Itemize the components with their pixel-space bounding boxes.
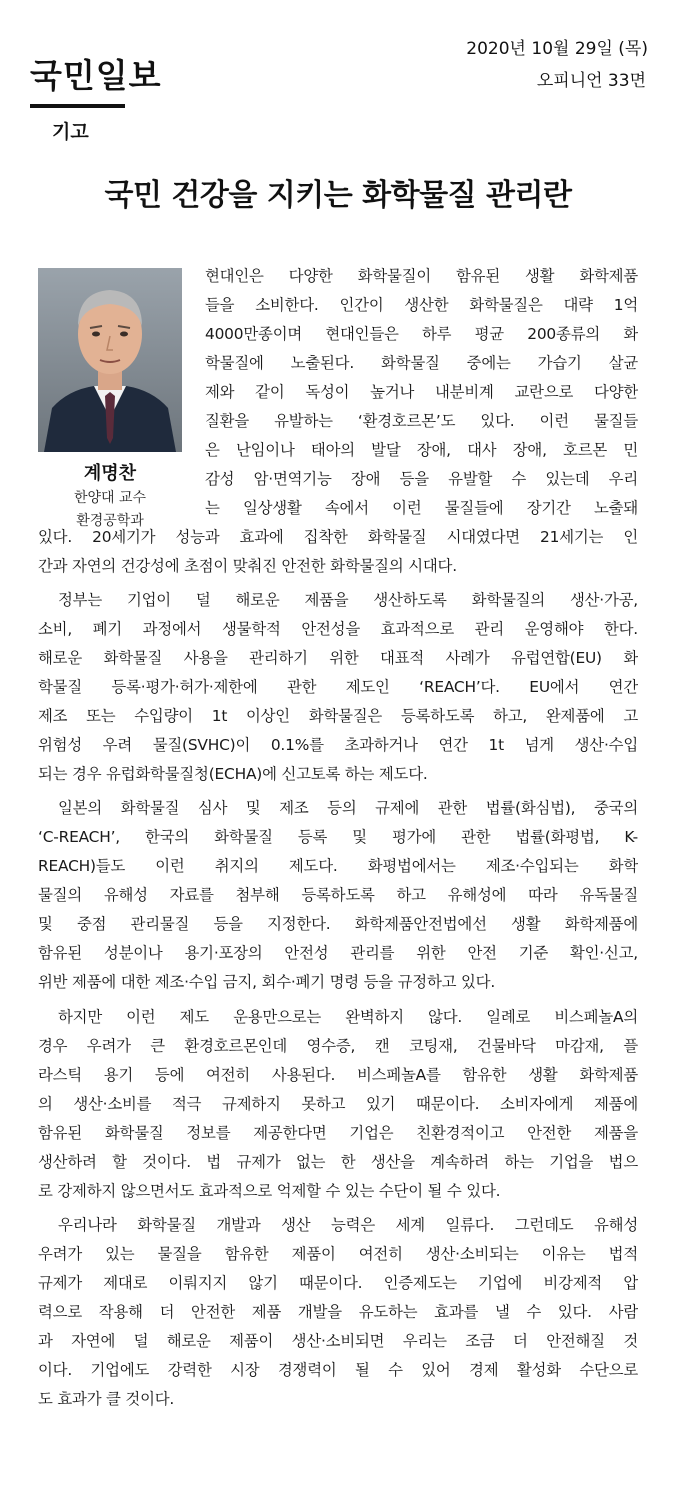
body-line: 함유된 화학물질 정보를 제공한다면 기업은 친환경적이고 안전한 제품을 <box>38 1124 638 1142</box>
body-line: 제조 또는 수입량이 1t 이상인 화학물질은 등록하도록 하고, 완제품에 고 <box>38 707 638 725</box>
page-info: 오피니언 33면 <box>536 71 646 91</box>
body-line: 소비, 폐기 과정에서 생물학적 안전성을 효과적으로 관리 운영해야 한다. <box>38 620 638 638</box>
author-photo <box>38 268 182 452</box>
body-line: 과 자연에 덜 해로운 제품이 생산·소비되면 우리는 조금 더 안전해질 것 <box>38 1332 638 1350</box>
body-line: 일본의 화학물질 심사 및 제조 등의 규제에 관한 법률(화심법), 중국의 <box>58 799 638 817</box>
body-line: REACH)들도 이런 취지의 제도다. 화평법에서는 제조·수입되는 화학 <box>38 857 638 875</box>
body-line: 제와 같이 독성이 높거나 내분비계 교란으로 다양한 <box>205 383 638 401</box>
publication-date: 2020년 10월 29일 (목) <box>466 39 648 59</box>
body-line: 및 중점 관리물질 등을 지정한다. 화학제품안전법에선 생활 화학제품에 <box>38 915 638 933</box>
newspaper-masthead: 국민일보 <box>30 56 162 95</box>
body-line: 들을 소비한다. 인간이 생산한 화학물질은 대략 1억 <box>205 296 638 314</box>
body-line: 우리나라 화학물질 개발과 생산 능력은 세계 일류다. 그런데도 유해성 <box>58 1216 638 1234</box>
author-department: 환경공학과 <box>76 513 144 529</box>
body-line: 생산하려 할 것이다. 법 규제가 없는 한 생산을 계속하려 하는 기업을 법으 <box>38 1153 638 1171</box>
body-line: 정부는 기업이 덜 해로운 제품을 생산하도록 화학물질의 생산·가공, <box>58 591 638 609</box>
author-name: 계명찬 <box>83 463 137 484</box>
author-affiliation: 한양대 교수 <box>73 490 147 506</box>
body-line: 있다. 20세기가 성능과 효과에 집착한 화학물질 시대였다면 21세기는 인 <box>38 528 638 546</box>
body-line: 로 강제하지 않으면서도 효과적으로 억제할 수 있는 수단이 될 수 있다. <box>38 1182 501 1200</box>
body-line: 도 효과가 클 것이다. <box>38 1390 175 1408</box>
body-line: 우려가 있는 물질을 함유한 제품이 여전히 생산·소비되는 이유는 법적 <box>38 1245 638 1263</box>
body-line: 규제가 제대로 이뤄지지 않기 때문이다. 인증제도는 기업에 비강제적 압 <box>38 1274 638 1292</box>
body-line: 은 난임이나 태아의 발달 장애, 대사 장애, 호르몬 민 <box>205 441 638 459</box>
body-line: ‘C-REACH’, 한국의 화학물질 등록 및 평가에 관한 법률(화평법, K- <box>38 828 638 846</box>
body-line: 현대인은 다양한 화학물질이 함유된 생활 화학제품 <box>205 267 638 285</box>
body-line: 학물질 등록·평가·허가·제한에 관한 제도인 ‘REACH’다. EU에서 연간 <box>38 678 638 696</box>
body-line: 학물질에 노출된다. 화학물질 중에는 가습기 살균 <box>205 354 638 372</box>
body-line: 이다. 기업에도 강력한 시장 경쟁력이 될 수 있어 경제 활성화 수단으로 <box>38 1361 638 1379</box>
body-line: 력으로 작용해 더 안전한 제품 개발을 유도하는 효과를 낼 수 있다. 사람 <box>38 1303 638 1321</box>
body-line: 되는 경우 유럽화학물질청(ECHA)에 신고토록 하는 제도다. <box>38 765 428 783</box>
body-line: 하지만 이런 제도 운용만으로는 완벽하지 않다. 일례로 비스페놀A의 <box>58 1008 638 1026</box>
body-line: 라스틱 용기 등에 여전히 사용된다. 비스페놀A를 함유한 생활 화학제품 <box>38 1066 638 1084</box>
author-portrait-illustration <box>38 268 182 452</box>
body-line: 4000만종이며 현대인들은 하루 평균 200종류의 화 <box>205 325 638 343</box>
body-line: 물질의 유해성 자료를 첨부해 등록하도록 하고 유해성에 따라 유독물질 <box>38 886 638 904</box>
body-line: 위반 제품에 대한 제조·수입 금지, 회수·폐기 명령 등을 규정하고 있다. <box>38 973 496 991</box>
body-line: 의 생산·소비를 적극 규제하지 못하고 있기 때문이다. 소비자에게 제품에 <box>38 1095 638 1113</box>
body-line: 질환을 유발하는 ‘환경호르몬’도 있다. 이런 물질들 <box>205 412 638 430</box>
body-line: 해로운 화학물질 사용을 관리하기 위한 대표적 사례가 유럽연합(EU) 화 <box>38 649 638 667</box>
body-line: 는 일상생활 속에서 이런 물질들에 장기간 노출돼 <box>205 499 638 517</box>
body-line: 감성 암·면역기능 장애 등을 유발할 수 있는데 우리 <box>205 470 638 488</box>
section-label: 기고 <box>52 121 89 143</box>
article-headline: 국민 건강을 지키는 화학물질 관리란 <box>104 178 572 213</box>
body-line: 간과 자연의 건강성에 초점이 맞춰진 안전한 화학물질의 시대다. <box>38 557 457 575</box>
body-line: 위험성 우려 물질(SVHC)이 0.1%를 초과하거나 연간 1t 넘게 생산·수입 <box>38 736 638 754</box>
masthead-rule <box>30 104 125 108</box>
body-line: 함유된 성분이나 용기·포장의 안전성 관리를 위한 안전 기준 확인·신고, <box>38 944 638 962</box>
body-line: 경우 우려가 큰 환경호르몬인데 영수증, 캔 코팅재, 건물바닥 마감재, 플 <box>38 1037 638 1055</box>
